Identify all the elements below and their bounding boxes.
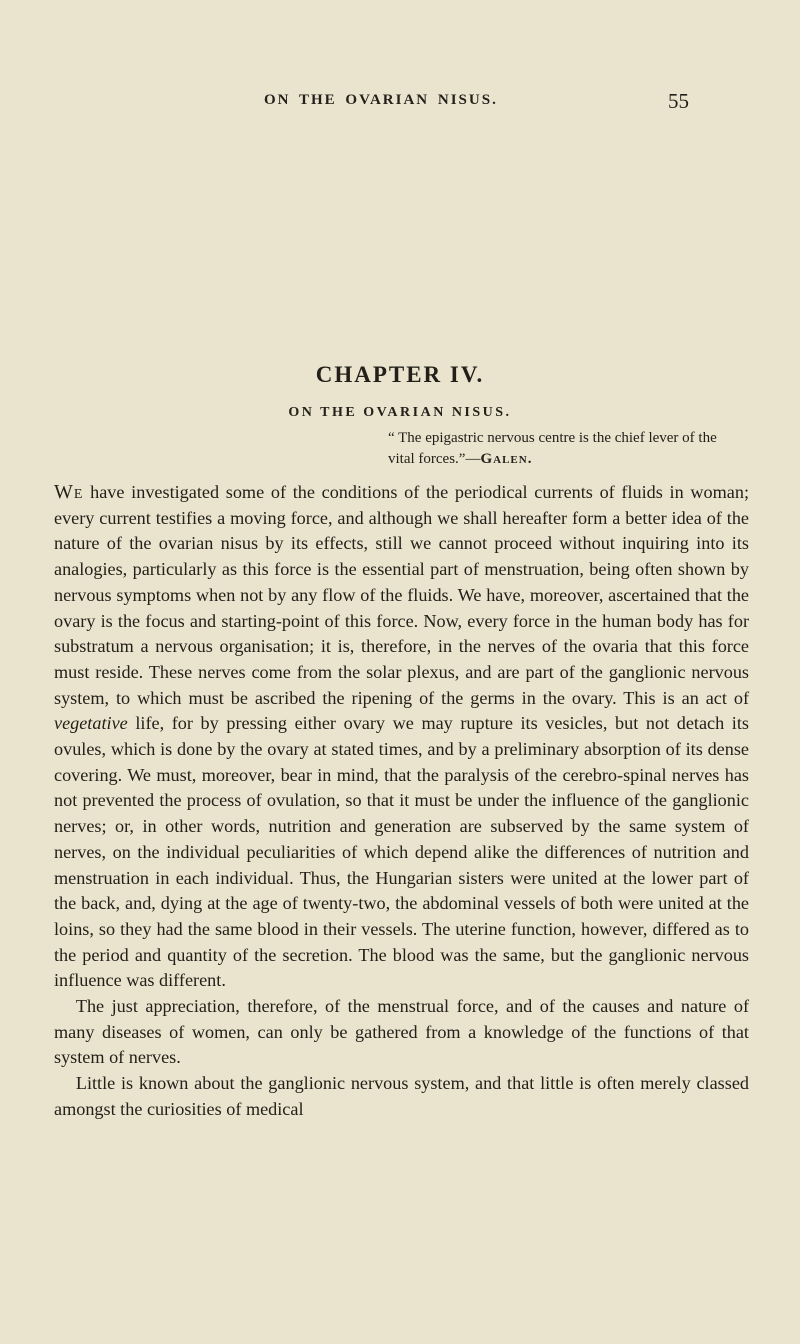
emphasized-word: vegetative xyxy=(54,713,128,734)
page-number: 55 xyxy=(668,89,689,113)
body-text xyxy=(54,480,749,1123)
epigraph-attribution: Galen. xyxy=(480,451,533,467)
chapter-title: CHAPTER IV. xyxy=(315,362,485,387)
chapter-subtitle: ON THE OVARIAN NISUS. xyxy=(288,405,512,420)
paragraph-text: have investigated some of the conditions of the periodical currents of fluids in woman; every current testifies a moving force, and although we shall hereafter form a better idea of the nature of the ovarian nisus by its effects, still we cannot proceed without inquiring into its analogies, particularly as this force is the essential part of menstruation, being often shown by nervous symptoms when not by any flow of the fluids. We have, moreover, ascertained that the ovary is the focus and starting-point of this force. Now, every force in the human body has for substratum a nervous organisation; it is, therefore, in the nerves of the ovaria that this force must reside. These nerves come from the solar plexus, and are part of the ganglionic nervous system, to which must be ascribed the ripening of the germs in the ovary. This is an act of xyxy=(54,482,749,708)
running-title: ON THE OVARIAN NISUS. xyxy=(264,92,498,108)
paragraph-lead-word: We xyxy=(54,481,84,503)
epigraph-quote: “ The epigastric nervous centre is the chief lever of the vital forces.”— xyxy=(388,430,717,467)
paragraph-text: life, for by pressing either ovary we may rupture its vesicles, but not detach its ovules, which is done by the ovary at stated times, and by a preliminary absorption of its dense covering. We must, moreover, bear in mind, that the paralysis of the cerebro-spinal nerves has not prevented the process of ovulation, so that it must be under the influence of the ganglionic nerves; or, in other words, nutrition and generation are subserved by the same system of nerves, on the individual peculiarities of which depend alike the differences of nutrition and menstruation in each individual. Thus, the Hungarian sisters were united at the lower part of the back, and, dying at the age of twenty-two, the abdominal vessels of both were united at the loins, so they had the same blood in their vessels. The uterine function, however, differed as to the period and quantity of the secretion. The blood was the same, but the ganglionic nervous influence was different. xyxy=(54,713,749,991)
paragraph: Little is known about the ganglionic nervous system, and that little is often merely classed amongst the curiosities of medical xyxy=(54,1073,749,1119)
epigraph xyxy=(388,428,728,470)
paragraph: The just appreciation, therefore, of the menstrual force, and of the causes and nature of many diseases of women, can only be gathered from a knowledge of the functions of that system of nerves. xyxy=(54,996,749,1068)
paragraph xyxy=(54,480,749,994)
running-head xyxy=(0,89,800,116)
